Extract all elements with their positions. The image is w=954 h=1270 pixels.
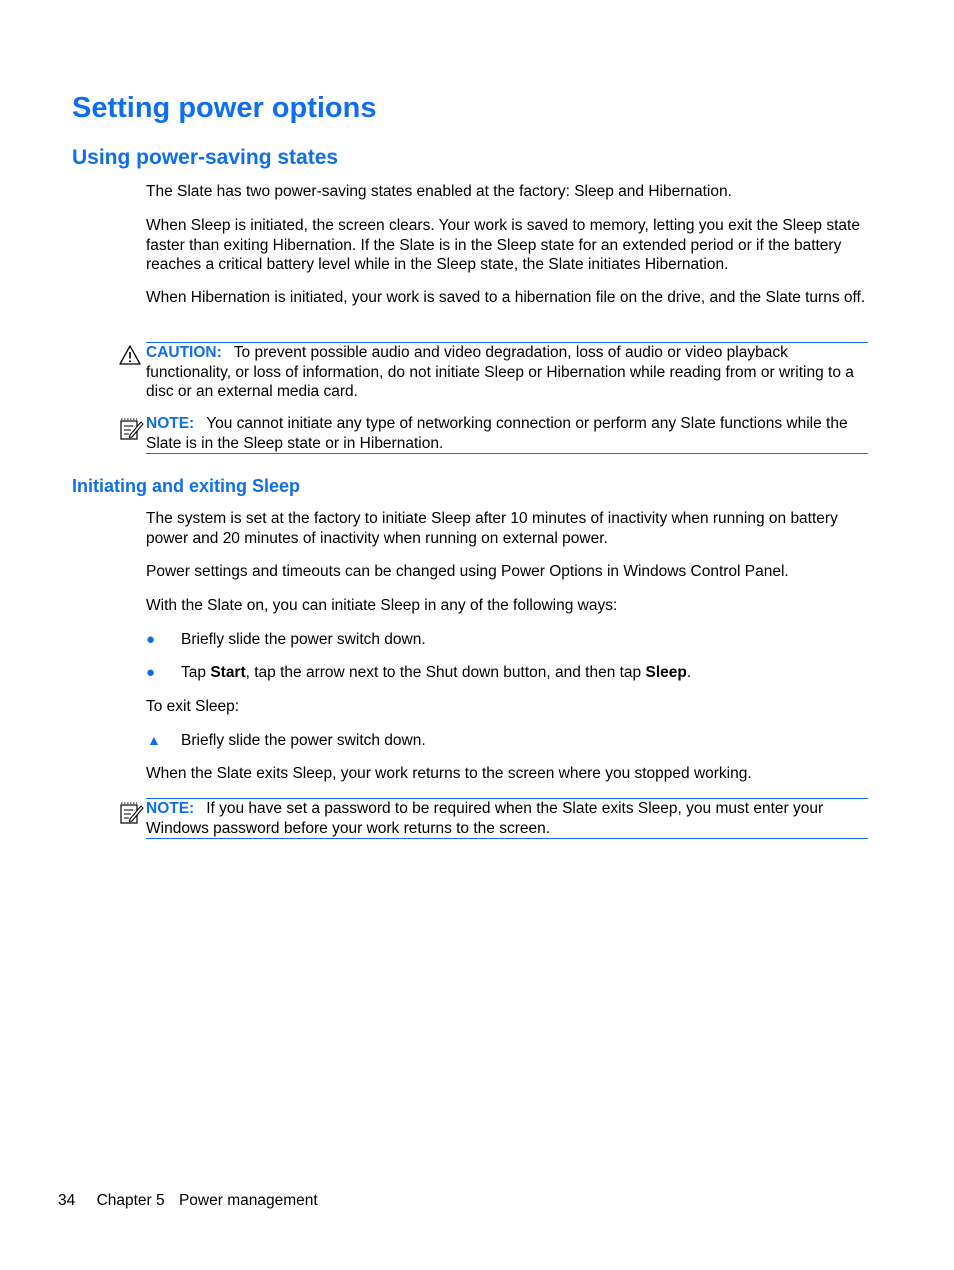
- page-title: Setting power options: [72, 92, 377, 124]
- text-segment: Tap: [181, 664, 211, 681]
- note-icon: [118, 800, 142, 826]
- list-item: [146, 731, 868, 751]
- text-segment: .: [686, 664, 692, 681]
- list-item-text: Briefly slide the power switch down.: [181, 732, 426, 749]
- bullet-icon: ●: [146, 631, 156, 648]
- caution-notice: [146, 342, 868, 402]
- note-label: NOTE:: [146, 415, 195, 432]
- paragraph-power-settings: Power settings and timeouts can be changed using Power Options in Windows Control Panel.: [146, 563, 789, 580]
- paragraph-intro: The Slate has two power-saving states enabled at the factory: Sleep and Hibernation.: [146, 183, 732, 200]
- paragraph-exit-intro: To exit Sleep:: [146, 698, 240, 715]
- note-notice-networking: [146, 414, 868, 454]
- caution-label: CAUTION:: [146, 344, 222, 361]
- paragraph-hibernation: When Hibernation is initiated, your work is saved to a hibernation file on the drive, and the Slate turns off.: [146, 289, 866, 306]
- chapter-title: Power management: [178, 1192, 318, 1209]
- sleep-keyword: Sleep: [645, 664, 687, 681]
- caution-text: To prevent possible audio and video degradation, loss of audio or video playback functionality, or loss of information, do not initiate Sleep or Hibernation while reading from or writing to a disc or an external media card.: [146, 344, 854, 400]
- note-notice-password: [146, 798, 868, 839]
- list-item-text: Briefly slide the power switch down.: [181, 631, 426, 648]
- chapter-label: Chapter 5: [96, 1192, 165, 1209]
- paragraph-initiate-ways: With the Slate on, you can initiate Sleep in any of the following ways:: [146, 597, 618, 614]
- note-text: You cannot initiate any type of networking connection or perform any Slate functions while the Slate is in the Sleep state or in Hibernation.: [146, 415, 848, 452]
- note-label: NOTE:: [146, 800, 195, 817]
- paragraph-factory-settings: The system is set at the factory to initiate Sleep after 10 minutes of inactivity when running on battery power and 20 minutes of inactivity when running on external power.: [146, 510, 838, 547]
- page-number: 34: [58, 1192, 76, 1209]
- paragraph-sleep: When Sleep is initiated, the screen clears. Your work is saved to memory, letting you exit the Sleep state faster than exiting Hibernation. If the Slate is in the Sleep state for an extended period or if the battery reaches a critical battery level while in the Sleep state, the Slate initiates Hibernation.: [146, 217, 860, 273]
- note-icon: [118, 416, 142, 442]
- paragraph-after-exit: When the Slate exits Sleep, your work returns to the screen where you stopped working.: [146, 765, 752, 782]
- text-segment: , tap the arrow next to the Shut down button, and then tap: [245, 664, 646, 681]
- section-heading: Using power-saving states: [72, 146, 339, 169]
- note-text: If you have set a password to be required when the Slate exits Sleep, you must enter your Windows password before your work returns to the screen.: [146, 800, 824, 837]
- caution-icon: [118, 344, 142, 370]
- start-keyword: Start: [210, 664, 246, 681]
- page-footer: [58, 1191, 318, 1211]
- step-icon: ▲: [147, 732, 161, 748]
- bullet-icon: ●: [146, 664, 156, 681]
- list-item: [146, 663, 868, 683]
- list-item-text: [181, 663, 691, 683]
- list-item: [146, 630, 868, 650]
- subsection-heading: Initiating and exiting Sleep: [72, 476, 301, 496]
